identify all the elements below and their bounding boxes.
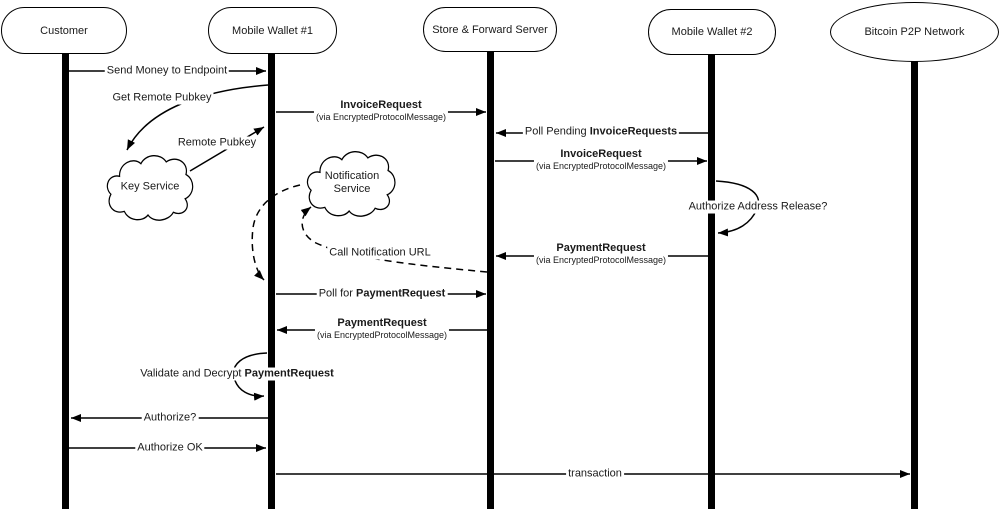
label-authorize-question: Authorize? [143,411,197,424]
label-invoice-request-to-server: InvoiceRequest (via EncryptedProtocolMessage) [315,99,447,123]
actor-mobile-wallet-1 [208,7,337,54]
actor-store-forward-server-label: Store & Forward Server [432,23,548,36]
actor-customer-label: Customer [40,24,88,37]
label-payment-request-to-wallet1: PaymentRequest (via EncryptedProtocolMessage) [316,317,448,341]
label-invoice-request-to-wallet2: InvoiceRequest (via EncryptedProtocolMessage) [535,148,667,172]
dashed-arrow-notify-wallet1 [252,185,300,280]
actor-mobile-wallet-2 [648,9,776,55]
dashed-arrow-call-notification-url [302,207,487,272]
actor-mobile-wallet-2-label: Mobile Wallet #2 [671,26,753,38]
label-get-remote-pubkey: Get Remote Pubkey [112,91,212,104]
label-payment-request-to-server: PaymentRequest (via EncryptedProtocolMessage) [535,242,667,266]
actor-bitcoin-p2p-network-label: Bitcoin P2P Network [864,26,965,38]
actor-customer [1,7,127,54]
key-service-label: Key Service [120,180,180,193]
label-poll-pending-invoice-requests: Poll Pending InvoiceRequests [524,125,678,138]
label-send-money: Send Money to Endpoint [106,64,228,77]
label-poll-for-payment-request: Poll for PaymentRequest [318,287,446,300]
label-remote-pubkey: Remote Pubkey [177,136,257,149]
notification-service-label: Notification Service [324,170,380,195]
label-validate-and-decrypt: Validate and Decrypt PaymentRequest [140,367,334,380]
actor-store-forward-server [423,7,557,52]
label-call-notification-url: Call Notification URL [329,246,431,259]
label-transaction: transaction [568,467,622,480]
label-authorize-ok: Authorize OK [137,441,203,454]
actor-mobile-wallet-1-label: Mobile Wallet #1 [232,24,313,37]
label-authorize-address-release: Authorize Address Release? [688,200,828,213]
actor-bitcoin-p2p-network [830,2,999,62]
